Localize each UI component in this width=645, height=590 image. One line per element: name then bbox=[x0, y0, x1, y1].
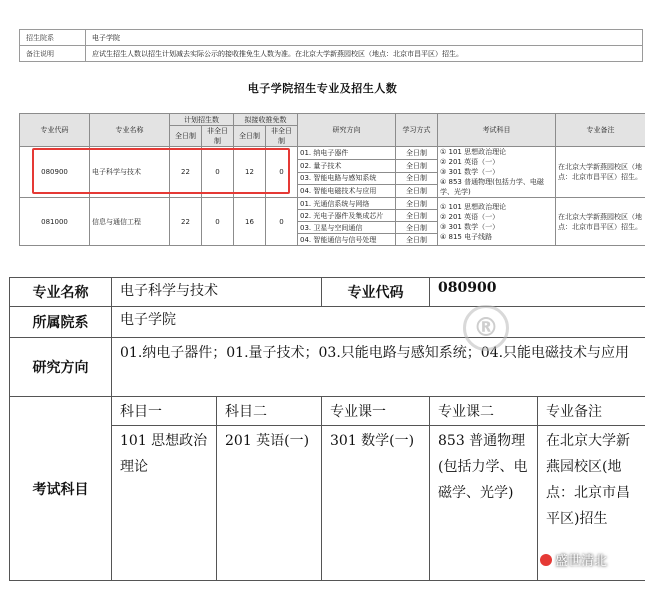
table-row bbox=[10, 278, 645, 307]
tuimian-full: 16 bbox=[234, 198, 266, 246]
col-header-remark: 专业备注 bbox=[556, 114, 645, 147]
subject-item: ① 101 思想政治理论 bbox=[440, 202, 507, 211]
study-mode: 全日制 bbox=[396, 234, 438, 246]
study-mode: 全日制 bbox=[396, 159, 438, 172]
major-name: 信息与通信工程 bbox=[90, 198, 170, 246]
table-row bbox=[10, 307, 645, 338]
detail-table bbox=[9, 277, 645, 581]
subject-header: 专业课一 bbox=[322, 397, 430, 426]
major-code-label: 专业代码 bbox=[322, 278, 430, 307]
registered-watermark: ® bbox=[463, 305, 509, 351]
direction: 03. 卫星与空间通信 bbox=[298, 222, 396, 234]
plan-part: 0 bbox=[202, 198, 234, 246]
study-mode: 全日制 bbox=[396, 210, 438, 222]
major-name: 电子科学与技术 bbox=[90, 147, 170, 198]
subject-item: ② 201 英语（一） bbox=[440, 212, 500, 221]
research-direction-value: 01.纳电子器件；01.量子技术；03.只能电路与感知系统；04.只能电磁技术与应用 bbox=[112, 338, 645, 397]
col-header-direction: 研究方向 bbox=[298, 114, 396, 147]
subject-item: ② 201 英语（一） bbox=[440, 158, 500, 166]
major-remark: 在北京大学新燕园校区（地点：北京市昌平区）招生。 bbox=[556, 147, 645, 198]
tuimian-full: 12 bbox=[234, 147, 266, 198]
direction: 04. 智能电磁技术与应用 bbox=[298, 185, 396, 198]
subject-header: 科目一 bbox=[112, 397, 217, 426]
subject-value: 201 英语(一) bbox=[217, 426, 322, 581]
plan-part: 0 bbox=[202, 147, 234, 198]
subject-item: ③ 301 数学（一） bbox=[440, 168, 500, 176]
table-row bbox=[10, 338, 645, 397]
major-code-value: 080900 bbox=[430, 278, 645, 307]
table-row bbox=[20, 198, 645, 210]
study-mode: 全日制 bbox=[396, 172, 438, 185]
direction: 04. 智能通信与信号处理 bbox=[298, 234, 396, 246]
subject-value: 853 普通物理(包括力学、电磁学、光学) bbox=[430, 426, 538, 581]
info-value: 应试生招生人数以招生计划减去实际公示的接收推免生人数为准。在北京大学新燕园校区（地点：北京市昌平区）招生。 bbox=[86, 46, 643, 62]
col-header-plan-part: 非全日制 bbox=[202, 126, 234, 147]
study-mode: 全日制 bbox=[396, 147, 438, 160]
subject-item: ④ 815 电子线路 bbox=[440, 232, 493, 241]
exam-subjects bbox=[438, 147, 556, 198]
majors-table bbox=[19, 113, 645, 246]
exam-subjects-label: 考试科目 bbox=[10, 397, 112, 581]
col-header-plan-full: 全日制 bbox=[170, 126, 202, 147]
info-key: 备注说明 bbox=[20, 46, 86, 62]
subject-item: ④ 853 普通物理(包括力学、电磁学、光学) bbox=[440, 178, 544, 196]
direction: 02. 光电子器件及集成芯片 bbox=[298, 210, 396, 222]
info-key: 招生院系 bbox=[20, 30, 86, 46]
col-header-tuimian: 拟接收推免数 bbox=[234, 114, 298, 126]
table-row bbox=[20, 30, 643, 46]
logo-icon bbox=[540, 554, 552, 566]
major-code: 080900 bbox=[20, 147, 90, 198]
department-value: 电子学院 bbox=[112, 307, 645, 338]
info-value: 电子学院 bbox=[86, 30, 643, 46]
direction: 01. 纳电子器件 bbox=[298, 147, 396, 160]
col-header-plan: 计划招生数 bbox=[170, 114, 234, 126]
table-row bbox=[10, 397, 645, 426]
plan-full: 22 bbox=[170, 198, 202, 246]
subject-item: ① 101 思想政治理论 bbox=[440, 148, 507, 156]
direction: 03. 智能电路与感知系统 bbox=[298, 172, 396, 185]
department-label: 所属院系 bbox=[10, 307, 112, 338]
info-table bbox=[19, 29, 643, 62]
col-header-subjects: 考试科目 bbox=[438, 114, 556, 147]
direction: 01. 光通信系统与网络 bbox=[298, 198, 396, 210]
source-screenshot bbox=[0, 0, 645, 275]
subject-value: 301 数学(一) bbox=[322, 426, 430, 581]
subject-value: 在北京大学新燕园校区(地点：北京市昌平区)招生 bbox=[538, 426, 645, 581]
study-mode: 全日制 bbox=[396, 185, 438, 198]
subject-header: 专业备注 bbox=[538, 397, 645, 426]
table-row bbox=[20, 147, 645, 160]
subject-item: ③ 301 数学（一） bbox=[440, 222, 500, 231]
subject-header: 专业课二 bbox=[430, 397, 538, 426]
subject-value: 101 思想政治理论 bbox=[112, 426, 217, 581]
col-header-code: 专业代码 bbox=[20, 114, 90, 147]
col-header-tm-part: 非全日制 bbox=[266, 126, 298, 147]
major-remark: 在北京大学新燕园校区（地点：北京市昌平区）招生。 bbox=[556, 198, 645, 246]
col-header-tm-full: 全日制 bbox=[234, 126, 266, 147]
major-name-value: 电子科学与技术 bbox=[112, 278, 322, 307]
major-code: 081000 bbox=[20, 198, 90, 246]
plan-full: 22 bbox=[170, 147, 202, 198]
subject-header: 科目二 bbox=[217, 397, 322, 426]
table-row bbox=[20, 46, 643, 62]
col-header-mode: 学习方式 bbox=[396, 114, 438, 147]
tuimian-part: 0 bbox=[266, 198, 298, 246]
study-mode: 全日制 bbox=[396, 222, 438, 234]
tuimian-part: 0 bbox=[266, 147, 298, 198]
page-title: 电子学院招生专业及招生人数 bbox=[247, 82, 398, 95]
research-direction-label: 研究方向 bbox=[10, 338, 112, 397]
logo-watermark bbox=[540, 550, 607, 569]
study-mode: 全日制 bbox=[396, 198, 438, 210]
col-header-name: 专业名称 bbox=[90, 114, 170, 147]
logo-text: 盛世清北 bbox=[555, 554, 608, 569]
exam-subjects bbox=[438, 198, 556, 246]
major-name-label: 专业名称 bbox=[10, 278, 112, 307]
direction: 02. 量子技术 bbox=[298, 159, 396, 172]
